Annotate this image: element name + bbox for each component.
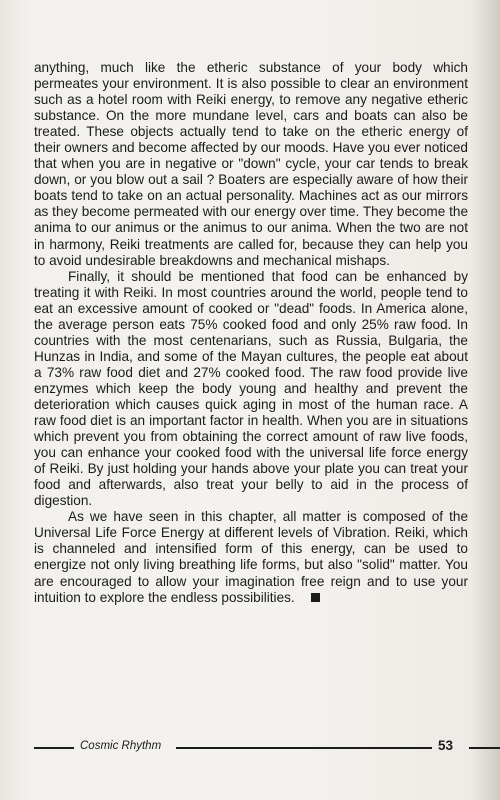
paragraph-text: anything, much like the etheric substance of your body which permeates your environment. It is also possible to clear an environment such as a hotel room with Reiki energy, to remove any negative etheric substance. On the more mundane level, cars and boats can also be treated. These objects actually tend to take on the etheric energy of their owners and become affected by our moods. Have you ever noticed that when you are in negative or "down" cycle, your car tends to break down, or you blow out a sail ? Boaters are especially aware of how their boats tend to take on an actual personality. Machines act as our mirrors as they become permeated with our energy over time. They become the anima to our animus or the animus to our anima. When the two are not in harmony, Reiki treatments are called for, because they can help you to avoid undesirable breakdowns and mechanical mishaps. — [34, 60, 468, 268]
page-footer — [34, 738, 468, 758]
footer-rule — [34, 747, 74, 749]
paragraph — [34, 269, 468, 510]
page-number: 53 — [438, 738, 454, 753]
footer-rule — [469, 747, 500, 749]
footer-rule — [176, 747, 432, 749]
running-title: Cosmic Rhythm — [80, 740, 162, 752]
paragraph-text: Finally, it should be mentioned that food can be enhanced by treating it with Reiki. In most countries around the world, people tend to eat an excessive amount of cooked or "dead" foods. In America alone, the average person eats 75% cooked food and only 25% raw food. In countries with the most centenarians, such as Russia, Bulgaria, the Hunzas in India, and some of the Mayan cultures, the people eat about a 73% raw food diet and 27% cooked food. The raw food provide live enzymes which keep the body young and healthy and prevent the deterioration which causes quick aging in most of the human race. A raw food diet is an important factor in health. When you are in situations which prevent you from obtaining the correct amount of raw live foods, you can enhance your cooked food with the universal life force energy of Reiki. By just holding your hands above your plate you can treat your food and afterwards, also treat your belly to aid in the process of digestion. — [34, 268, 468, 509]
body-text — [34, 60, 468, 606]
end-of-section-mark — [311, 593, 320, 602]
paragraph — [34, 60, 468, 269]
paragraph — [34, 509, 468, 605]
paragraph-text: As we have seen in this chapter, all matter is composed of the Universal Life Force Energy at different levels of Vibration. Reiki, which is channeled and intensified form of this energy, can be used to energize not only living breathing life forms, but also "solid" matter. You are encouraged to allow your imagination free reign and to use your intuition to explore the endless possibilities. — [34, 509, 468, 605]
